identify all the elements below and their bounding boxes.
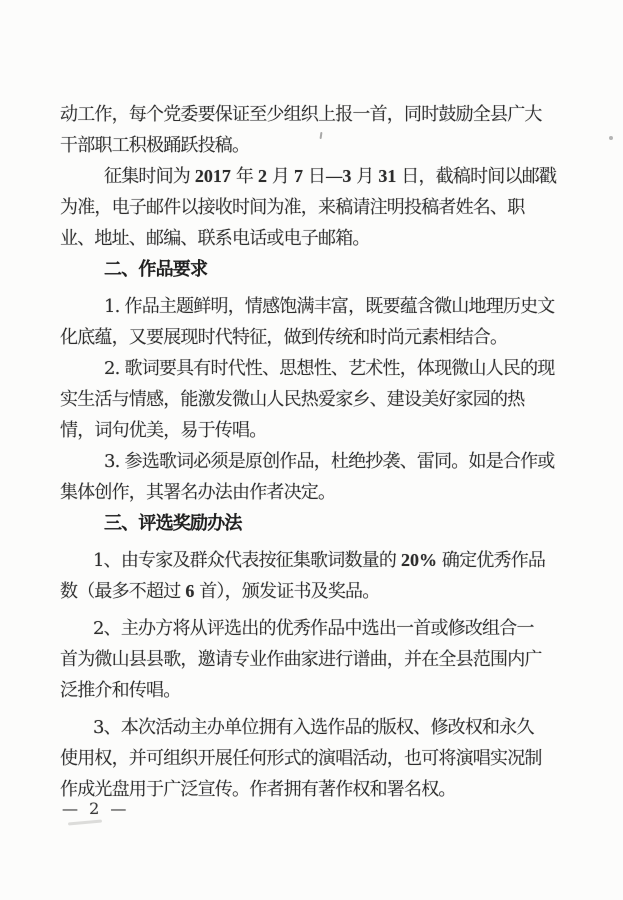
text-segment: 3、本次活动主办单位拥有入选作品的版权、修改权和永久: [93, 717, 534, 738]
text-line: [60, 446, 555, 477]
numeric-text-segment: 20%: [400, 550, 437, 570]
numeric-text-segment: 2: [257, 166, 267, 186]
numeric-text-segment: 2017: [194, 166, 231, 186]
text-segment: 二、作品要求: [104, 259, 208, 280]
text-line: [60, 130, 542, 161]
text-line: [60, 322, 542, 353]
text-segment: 确定优秀作品: [436, 550, 546, 571]
text-line: [60, 384, 542, 415]
text-segment: 为准，电子邮件以接收时间为准，来稿请注明投稿者姓名、职: [60, 197, 525, 218]
numeric-text-segment: 6: [185, 581, 195, 601]
text-line: [60, 644, 542, 675]
text-line: [60, 675, 542, 706]
text-line: [60, 774, 542, 805]
text-segment: 2. 歌词要具有时代性、思想性、艺术性，体现微山人民的现: [104, 358, 555, 379]
numeric-text-segment: 3: [342, 166, 352, 186]
numeric-text-segment: 31: [378, 166, 397, 186]
text-segment: 月: [266, 166, 295, 187]
text-segment: 三、评选奖励办法: [104, 513, 242, 534]
numeric-text-segment: 7: [294, 166, 304, 186]
text-line: [60, 192, 542, 223]
section-heading: [60, 508, 542, 539]
text-segment: 作成光盘用于广泛宣传。作者拥有著作权和署名权。: [60, 779, 456, 800]
text-line: [60, 545, 546, 576]
text-segment: 情，词句优美，易于传唱。: [60, 420, 267, 441]
text-segment: 1、由专家及群众代表按征集歌词数量的: [93, 550, 401, 571]
text-segment: 日—: [303, 166, 343, 187]
text-segment: 数（最多不超过: [60, 581, 186, 602]
text-segment: 2、主办方将从评选出的优秀作品中选出一首或修改组合一: [93, 618, 534, 639]
text-segment: 动工作，每个党委要保证至少组织上报一首，同时鼓励全县广大: [60, 104, 542, 125]
text-segment: 首为微山县县歌，邀请专业作曲家进行谱曲，并在全县范围内广: [60, 649, 542, 670]
text-line: [60, 291, 555, 322]
text-segment: 业、地址、邮编、联系电话或电子邮箱。: [60, 228, 370, 249]
text-segment: 化底蕴，又要展现时代特征，做到传统和时尚元素相结合。: [60, 327, 508, 348]
text-segment: 1. 作品主题鲜明，情感饱满丰富，既要蕴含微山地理历史文: [104, 296, 555, 317]
text-line: [60, 576, 542, 607]
text-line: [60, 613, 542, 644]
text-segment: 征集时间为: [104, 166, 195, 187]
text-line: [60, 99, 542, 130]
text-segment: 泛推介和传唱。: [60, 680, 181, 701]
text-line: [60, 477, 542, 508]
scan-speck: [609, 136, 613, 140]
document-body: [60, 99, 557, 805]
section-heading: [60, 254, 542, 285]
text-segment: 月: [351, 166, 379, 187]
text-segment: 年: [230, 166, 258, 187]
text-segment: 使用权，并可组织开展任何形式的演唱活动，也可将演唱实况制: [60, 748, 542, 769]
text-line: [60, 161, 557, 192]
text-segment: 干部职工积极踊跃投稿。: [60, 135, 250, 156]
text-line: [60, 415, 542, 446]
text-line: [60, 712, 542, 743]
scan-speck: [68, 820, 102, 826]
text-line: [60, 223, 542, 254]
text-segment: 实生活与情感，能激发微山人民热爱家乡、建设美好家园的热: [60, 389, 525, 410]
page-number: — 2 —: [62, 799, 130, 818]
text-segment: 3. 参选歌词必须是原创作品，杜绝抄袭、雷同。如是合作或: [104, 451, 555, 472]
text-segment: 集体创作，其署名办法由作者决定。: [60, 482, 336, 503]
text-segment: 首），颁发证书及奖品。: [194, 581, 380, 602]
text-line: [60, 743, 542, 774]
text-segment: 日，截稿时间以邮戳: [396, 166, 557, 187]
text-line: [60, 353, 555, 384]
